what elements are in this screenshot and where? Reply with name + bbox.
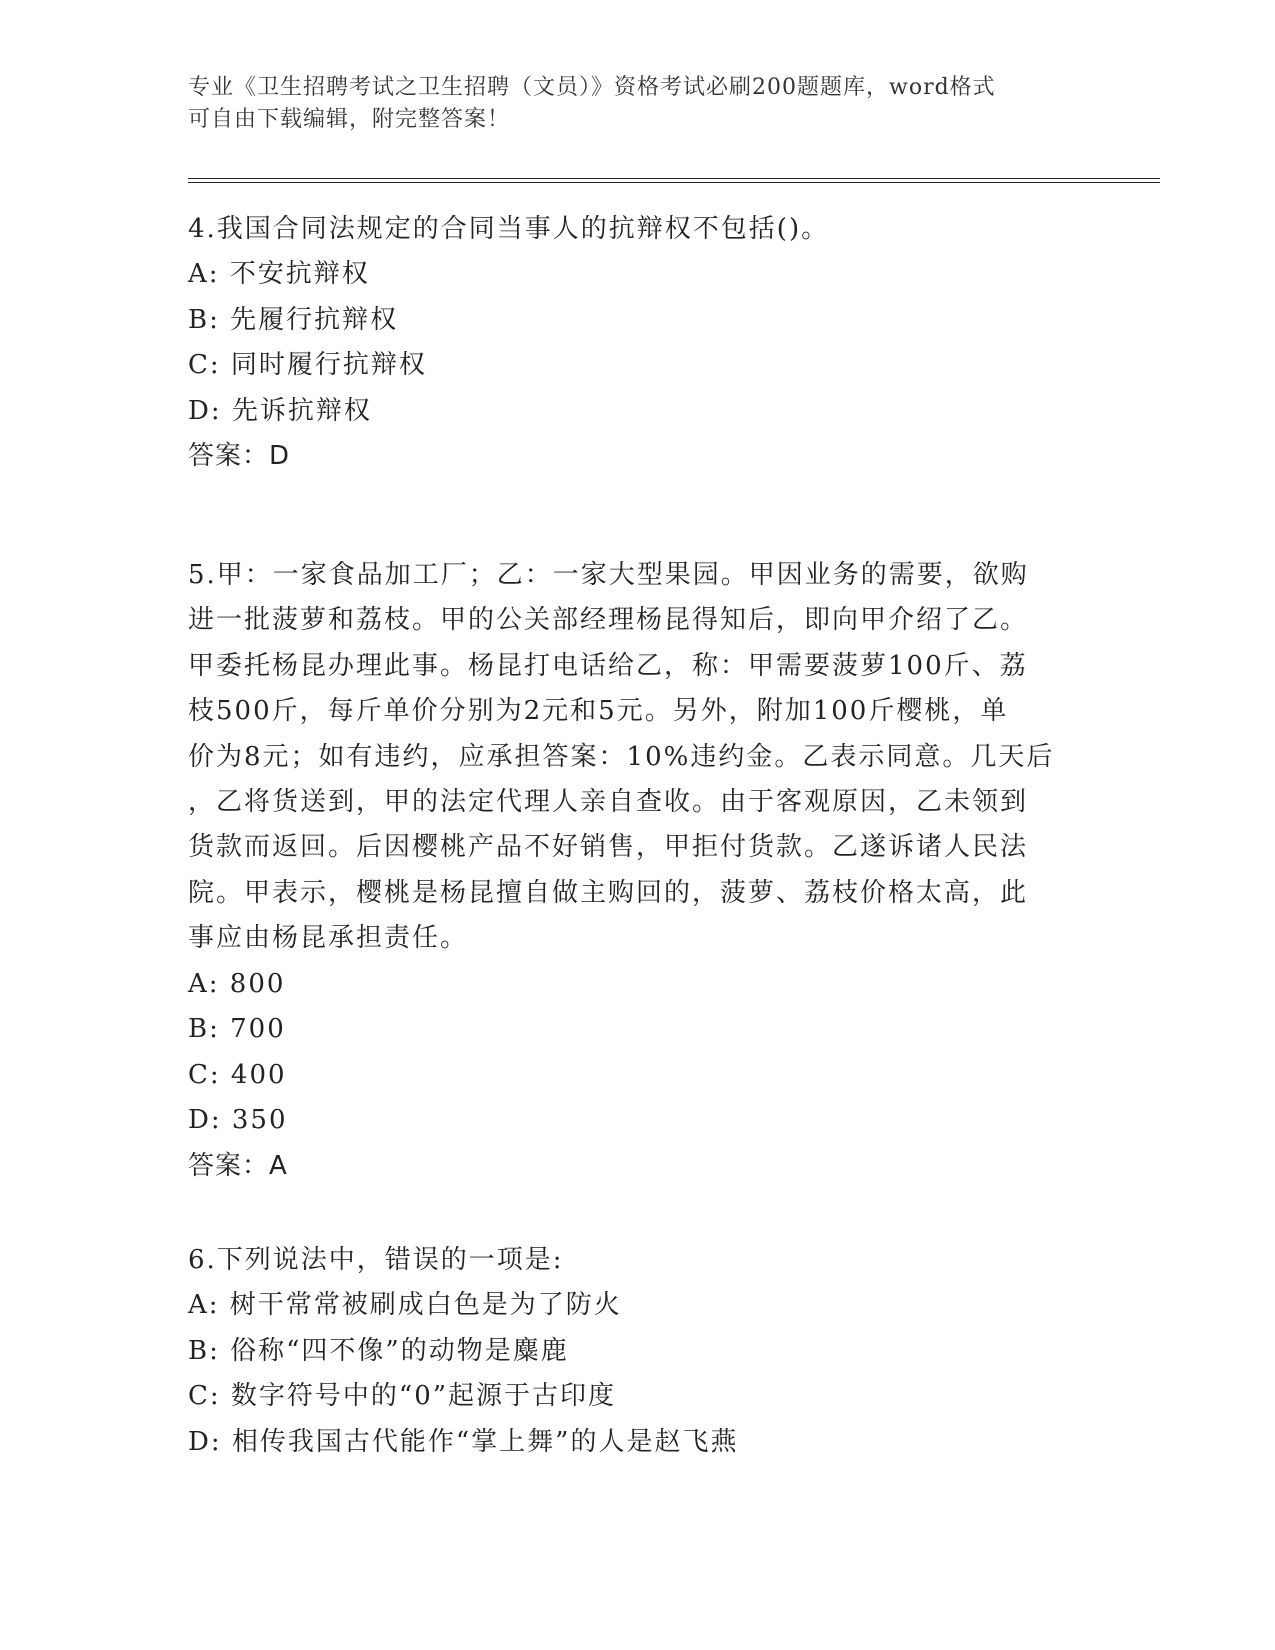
option-c: C: 数字符号中的“0”起源于古印度 [188, 1381, 617, 1412]
option-a: A: 树干常常被刷成白色是为了防火 [188, 1290, 622, 1321]
header-line-2: 可自由下载编辑，附完整答案！ [188, 107, 511, 132]
option-b: B: 俗称“四不像”的动物是麋鹿 [188, 1335, 569, 1366]
answer: 答案：A [188, 1150, 288, 1181]
question-6 [188, 1238, 1083, 1465]
option-d: D: 相传我国古代能作“掌上舞”的人是赵飞燕 [188, 1426, 739, 1457]
question-stem-line: 甲委托杨昆办理此事。杨昆打电话给乙，称：甲需要菠萝100斤、荔 [188, 650, 1028, 681]
answer: 答案：D [188, 441, 291, 472]
option-b: B: 先履行抗辩权 [188, 304, 399, 335]
header-divider [188, 178, 1160, 183]
question-stem: 6.下列说法中，错误的一项是: [188, 1245, 564, 1275]
question-5 [188, 553, 1083, 1189]
header-line-1: 专业《卫生招聘考试之卫生招聘（文员）》资格考试必刷200题题库，word格式 [188, 75, 996, 100]
question-stem-line: 院。甲表示，樱桃是杨昆擅自做主购回的，菠萝、荔枝价格太高，此 [188, 877, 1029, 908]
question-stem-line: 枝500斤，每斤单价分别为2元和5元。另外，附加100斤樱桃，单 [188, 696, 1009, 727]
option-a: A: 800 [188, 968, 286, 999]
question-stem-line: ，乙将货送到，甲的法定代理人亲自查收。由于客观原因，乙未领到 [188, 786, 1029, 817]
option-b: B: 700 [188, 1014, 286, 1045]
document-header [188, 72, 1068, 136]
option-c: C: 同时履行抗辩权 [188, 350, 427, 381]
option-d: D: 先诉抗辩权 [188, 395, 372, 426]
option-c: C: 400 [188, 1059, 287, 1090]
question-stem-line: 5.甲：一家食品加工厂；乙：一家大型果园。甲因业务的需要，欲购 [188, 560, 1029, 590]
question-stem-line: 货款而返回。后因樱桃产品不好销售，甲拒付货款。乙遂诉诸人民法 [188, 832, 1029, 863]
question-stem-line: 进一批菠萝和荔枝。甲的公关部经理杨昆得知后，即向甲介绍了乙。 [188, 605, 1029, 636]
option-d: D: 350 [188, 1105, 288, 1136]
question-stem: 4.我国合同法规定的合同当事人的抗辩权不包括()。 [188, 214, 830, 244]
question-stem-line: 价为8元；如有违约，应承担答案：10%违约金。乙表示同意。几天后 [188, 741, 1055, 772]
question-stem-line: 事应由杨昆承担责任。 [188, 923, 469, 954]
question-4 [188, 207, 1083, 480]
option-a: A: 不安抗辩权 [188, 259, 370, 290]
